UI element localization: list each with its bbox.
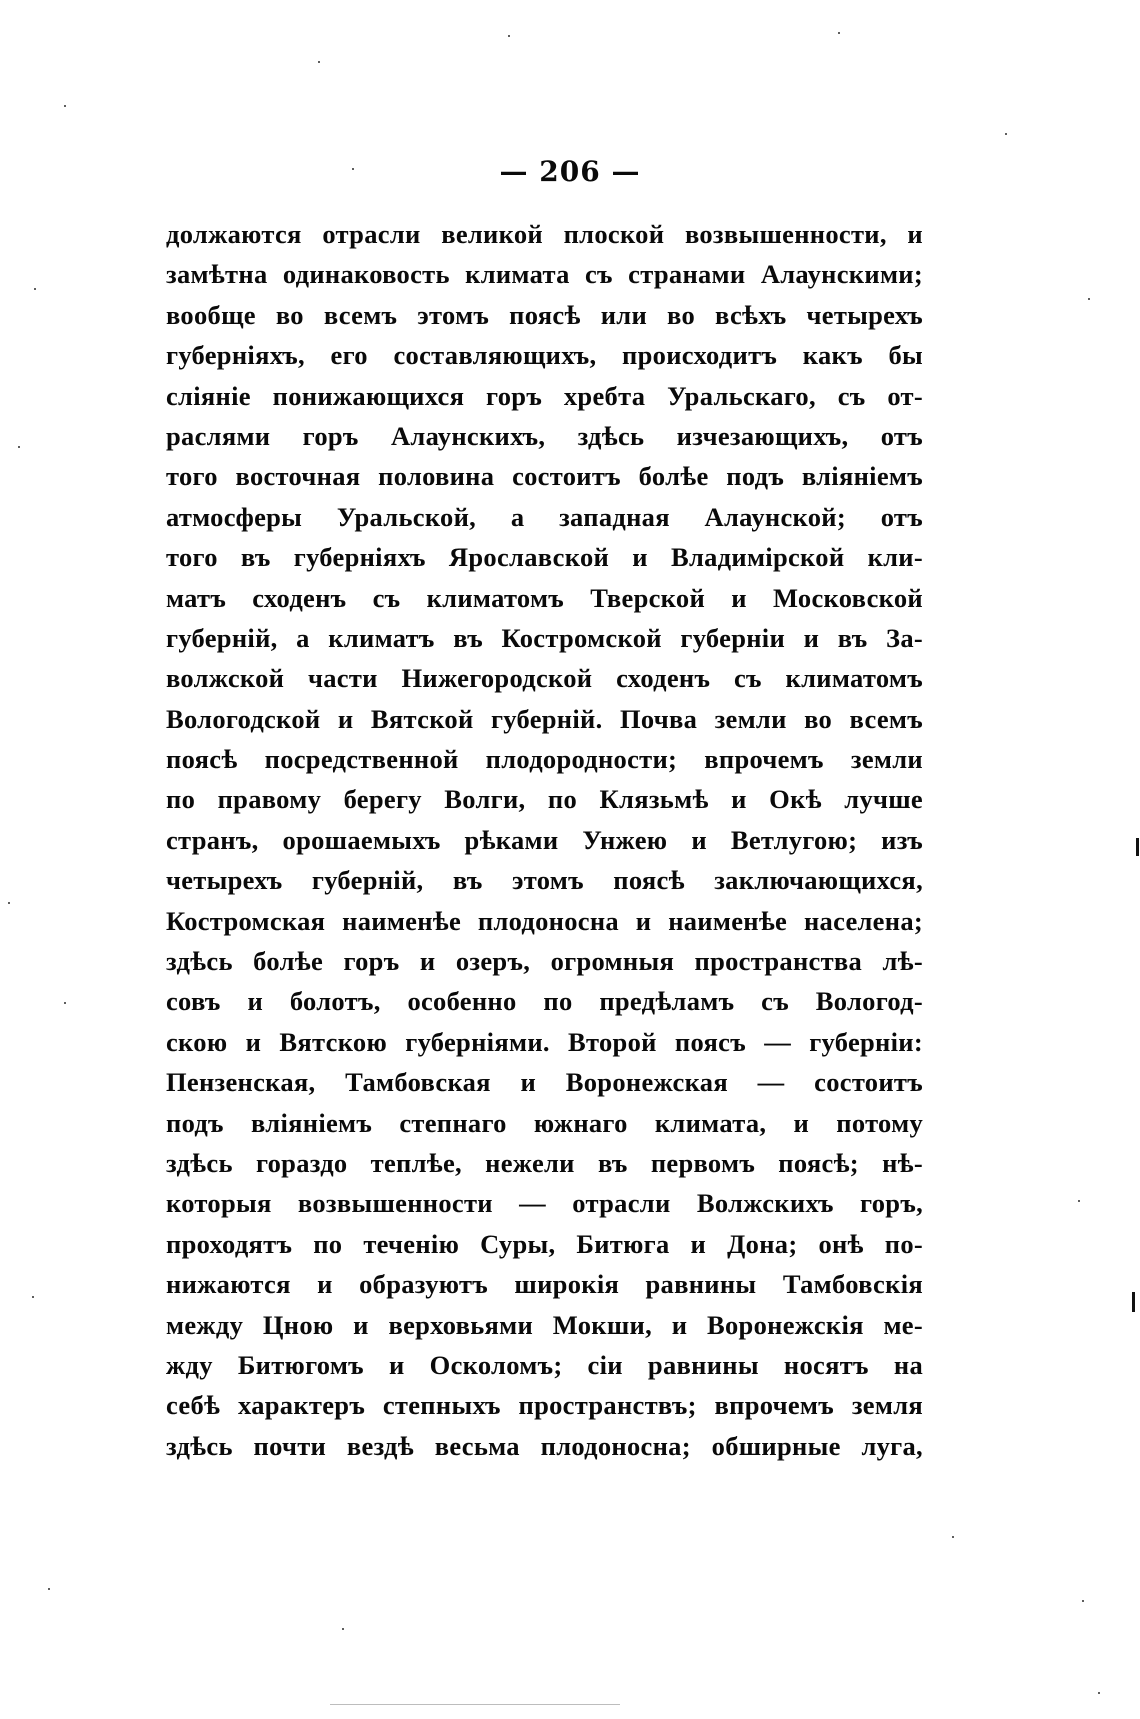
text-line: совъ и болотъ, особенно по предѣламъ съ Вологод- xyxy=(166,986,923,1017)
scan-speck xyxy=(838,32,840,34)
scan-speck xyxy=(1098,1692,1100,1694)
scan-speck xyxy=(64,1002,66,1004)
text-line: замѣтна одинаковость климата съ странами Алаунскими; xyxy=(166,259,923,290)
text-line: проходятъ по теченію Суры, Битюга и Дона; онѣ по- xyxy=(166,1228,923,1259)
scan-speck xyxy=(352,168,354,170)
scan-speck xyxy=(1088,298,1090,300)
scan-speck xyxy=(1005,133,1007,135)
text-line: которыя возвышенности — отрасли Волжскихъ горъ, xyxy=(166,1188,923,1219)
text-line: должаются отрасли великой плоской возвышенности, и xyxy=(166,219,923,249)
scan-speck xyxy=(318,61,320,63)
text-line: Пензенская, Тамбовская и Воронежская — состоитъ xyxy=(166,1067,923,1098)
text-line: скою и Вятскою губерніями. Второй поясъ — губерніи: xyxy=(166,1026,923,1057)
scan-speck xyxy=(34,288,36,290)
scan-speck xyxy=(952,1536,954,1538)
scan-speck xyxy=(32,1296,34,1298)
scan-speck xyxy=(1082,1600,1084,1602)
text-line: четырехъ губерній, въ этомъ поясѣ заключающихся, xyxy=(166,865,923,896)
text-line: губерніяхъ, его составляющихъ, происходитъ какъ бы xyxy=(166,340,923,371)
page-number: — 206 — xyxy=(499,155,641,188)
bottom-scan-rule xyxy=(330,1704,620,1705)
scan-speck xyxy=(1078,1200,1080,1202)
scan-speck xyxy=(64,105,66,107)
scan-speck xyxy=(342,1628,344,1630)
text-line: матъ сходенъ съ климатомъ Тверской и Московской xyxy=(166,582,923,613)
text-line: сліяніе понижающихся горъ хребта Уральскаго, съ от- xyxy=(166,380,923,411)
text-line: атмосферы Уральской, а западная Алаунской; отъ xyxy=(166,501,923,532)
text-line: поясѣ посредственной плодородности; впрочемъ земли xyxy=(166,744,923,775)
text-line: того восточная половина состоитъ болѣе подъ вліяніемъ xyxy=(166,461,923,492)
text-line: по правому берегу Волги, по Клязьмѣ и Окѣ лучше xyxy=(166,784,923,815)
text-line: между Цною и верховьями Мокши, и Воронежскія ме- xyxy=(166,1309,923,1340)
text-line: губерній, а климатъ въ Костромской губерніи и въ За- xyxy=(166,622,923,653)
text-line: подъ вліяніемъ степнаго южнаго климата, и потому xyxy=(166,1107,923,1138)
text-line: странъ, орошаемыхъ рѣками Унжею и Ветлугою; изъ xyxy=(166,824,923,855)
scan-edge-mark xyxy=(1132,1292,1135,1312)
text-line: того въ губерніяхъ Ярославской и Владимірской кли- xyxy=(166,542,923,573)
text-line: вообще во всемъ этомъ поясѣ или во всѣхъ четырехъ xyxy=(166,299,923,330)
text-line: себѣ характеръ степныхъ пространствъ; впрочемъ земля xyxy=(166,1390,923,1421)
scan-speck xyxy=(18,446,20,448)
text-line: Костромская наименѣе плодоносна и наименѣе населена; xyxy=(166,905,923,936)
text-line: нижаются и образуютъ широкія равнины Тамбовскія xyxy=(166,1269,923,1300)
text-line: Вологодской и Вятской губерній. Почва земли во всемъ xyxy=(166,703,923,734)
text-line: здѣсь болѣе горъ и озеръ, огромныя пространства лѣ- xyxy=(166,946,923,977)
text-line: здѣсь гораздо теплѣе, нежели въ первомъ поясѣ; нѣ- xyxy=(166,1147,923,1178)
scan-speck xyxy=(48,1588,50,1590)
scan-edge-mark xyxy=(1136,838,1139,856)
scan-speck xyxy=(8,902,10,904)
scan-speck xyxy=(508,35,510,37)
text-line: волжской части Нижегородской сходенъ съ климатомъ xyxy=(166,663,923,694)
text-line: жду Битюгомъ и Осколомъ; сіи равнины носятъ на xyxy=(166,1349,923,1380)
text-line: раслями горъ Алаунскихъ, здѣсь изчезающихъ, отъ xyxy=(166,420,923,451)
text-line: здѣсь почти вездѣ весьма плодоносна; обширные луга, xyxy=(166,1430,923,1461)
body-text xyxy=(166,214,923,1466)
